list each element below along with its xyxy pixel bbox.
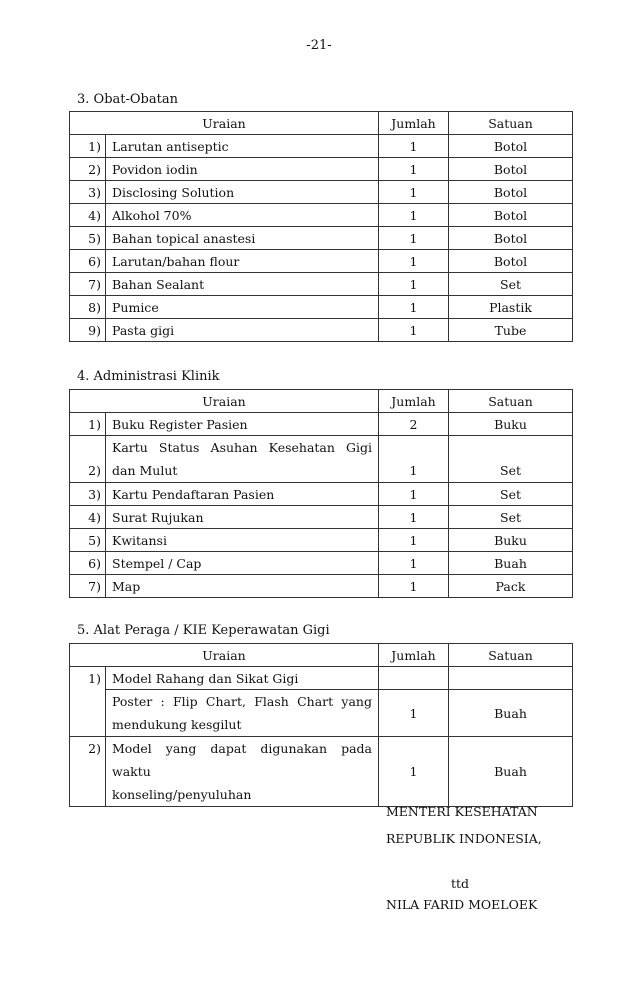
- row-unit: Tube: [449, 319, 573, 342]
- row-desc-line1: Poster : Flip Chart, Flash Chart yang: [112, 694, 372, 709]
- table-row: [70, 436, 573, 483]
- row-desc: Pumice: [106, 296, 379, 319]
- table-row: [70, 737, 573, 807]
- section-title-obat: 3. Obat-Obatan: [77, 92, 178, 107]
- row-desc: Surat Rujukan: [106, 506, 379, 529]
- row-unit: Botol: [449, 250, 573, 273]
- row-qty: 1: [379, 227, 449, 250]
- row-unit: Buah: [449, 737, 573, 807]
- row-qty: 1: [379, 506, 449, 529]
- row-qty: 1: [379, 273, 449, 296]
- row-unit: Set: [449, 436, 573, 483]
- table-row: [70, 506, 573, 529]
- row-no: 1): [70, 667, 106, 737]
- table-row: [70, 319, 573, 342]
- row-no: 6): [70, 250, 106, 273]
- row-desc: Alkohol 70%: [106, 204, 379, 227]
- header-satuan: Satuan: [449, 644, 573, 667]
- row-qty: 1: [379, 483, 449, 506]
- header-uraian: Uraian: [70, 644, 379, 667]
- row-desc-line1: Model yang dapat digunakan pada waktu: [112, 741, 372, 779]
- row-qty: 1: [379, 204, 449, 227]
- row-unit: Botol: [449, 135, 573, 158]
- row-desc: [106, 737, 379, 807]
- row-unit: Buah: [449, 552, 573, 575]
- row-desc: Kwitansi: [106, 529, 379, 552]
- table-row: [70, 667, 573, 690]
- header-uraian: Uraian: [70, 112, 379, 135]
- table-row: [70, 158, 573, 181]
- row-qty: 1: [379, 436, 449, 483]
- row-no: 2): [70, 737, 106, 807]
- table-row: [70, 227, 573, 250]
- row-qty: 1: [379, 296, 449, 319]
- row-unit: Botol: [449, 158, 573, 181]
- table-row: [70, 250, 573, 273]
- table-header-row: [70, 644, 573, 667]
- section-title-alat-peraga: 5. Alat Peraga / KIE Keperawatan Gigi: [77, 623, 330, 638]
- row-desc: Stempel / Cap: [106, 552, 379, 575]
- row-qty: 1: [379, 690, 449, 737]
- row-no: 9): [70, 319, 106, 342]
- row-unit: Plastik: [449, 296, 573, 319]
- row-desc-line2: dan Mulut: [112, 463, 178, 478]
- row-qty: 1: [379, 135, 449, 158]
- row-no: 5): [70, 227, 106, 250]
- signature-name: NILA FARID MOELOEK: [386, 897, 538, 912]
- row-desc-line2: mendukung kesgilut: [112, 717, 242, 732]
- row-desc-line1: Kartu Status Asuhan Kesehatan Gigi: [112, 440, 372, 455]
- row-unit: Botol: [449, 227, 573, 250]
- table-row: [70, 529, 573, 552]
- table-header-row: [70, 390, 573, 413]
- row-no: 5): [70, 529, 106, 552]
- table-row: [70, 483, 573, 506]
- row-no: 7): [70, 575, 106, 598]
- row-unit: [449, 667, 573, 690]
- row-desc: Pasta gigi: [106, 319, 379, 342]
- row-no: 2): [70, 436, 106, 483]
- signature-title-line1: MENTERI KESEHATAN: [386, 804, 538, 819]
- row-unit: Set: [449, 483, 573, 506]
- row-qty: 1: [379, 158, 449, 181]
- page-number: -21-: [306, 38, 332, 53]
- header-jumlah: Jumlah: [379, 644, 449, 667]
- row-desc: [106, 690, 379, 737]
- row-qty: 1: [379, 575, 449, 598]
- row-desc: Buku Register Pasien: [106, 413, 379, 436]
- table-row: [70, 552, 573, 575]
- row-qty: 2: [379, 413, 449, 436]
- row-unit: Botol: [449, 181, 573, 204]
- row-desc: Model Rahang dan Sikat Gigi: [106, 667, 379, 690]
- table-obat: [69, 111, 573, 342]
- row-no: 4): [70, 506, 106, 529]
- signature-title-line2: REPUBLIK INDONESIA,: [386, 831, 542, 846]
- row-desc: [106, 436, 379, 483]
- table-administrasi: [69, 389, 573, 598]
- row-qty: [379, 667, 449, 690]
- row-unit: Buku: [449, 413, 573, 436]
- row-desc: Bahan Sealant: [106, 273, 379, 296]
- table-row: [70, 181, 573, 204]
- row-no: 7): [70, 273, 106, 296]
- row-qty: 1: [379, 319, 449, 342]
- table-row: [70, 413, 573, 436]
- header-uraian: Uraian: [70, 390, 379, 413]
- row-unit: Pack: [449, 575, 573, 598]
- row-no: 6): [70, 552, 106, 575]
- row-qty: 1: [379, 552, 449, 575]
- table-alat-peraga: [69, 643, 573, 807]
- header-jumlah: Jumlah: [379, 390, 449, 413]
- header-jumlah: Jumlah: [379, 112, 449, 135]
- row-desc: Larutan/bahan flour: [106, 250, 379, 273]
- table-row: [70, 204, 573, 227]
- row-desc: Disclosing Solution: [106, 181, 379, 204]
- row-no: 4): [70, 204, 106, 227]
- table-row: [70, 296, 573, 319]
- row-no: 3): [70, 483, 106, 506]
- row-no: 1): [70, 135, 106, 158]
- row-qty: 1: [379, 181, 449, 204]
- signature-ttd: ttd: [451, 876, 470, 891]
- row-desc: Kartu Pendaftaran Pasien: [106, 483, 379, 506]
- row-unit: Botol: [449, 204, 573, 227]
- row-unit: Buah: [449, 690, 573, 737]
- header-satuan: Satuan: [449, 112, 573, 135]
- row-no: 8): [70, 296, 106, 319]
- table-row: [70, 273, 573, 296]
- table-row: [70, 135, 573, 158]
- row-unit: Set: [449, 273, 573, 296]
- section-title-administrasi: 4. Administrasi Klinik: [77, 369, 220, 384]
- header-satuan: Satuan: [449, 390, 573, 413]
- table-row: [70, 690, 573, 737]
- row-no: 1): [70, 413, 106, 436]
- row-qty: 1: [379, 737, 449, 807]
- row-qty: 1: [379, 250, 449, 273]
- row-desc: Larutan antiseptic: [106, 135, 379, 158]
- row-desc: Map: [106, 575, 379, 598]
- row-desc: Povidon iodin: [106, 158, 379, 181]
- row-unit: Set: [449, 506, 573, 529]
- table-header-row: [70, 112, 573, 135]
- table-row: [70, 575, 573, 598]
- row-desc: Bahan topical anastesi: [106, 227, 379, 250]
- row-qty: 1: [379, 529, 449, 552]
- row-no: 2): [70, 158, 106, 181]
- row-desc-line2: konseling/penyuluhan: [112, 787, 252, 802]
- row-unit: Buku: [449, 529, 573, 552]
- row-no: 3): [70, 181, 106, 204]
